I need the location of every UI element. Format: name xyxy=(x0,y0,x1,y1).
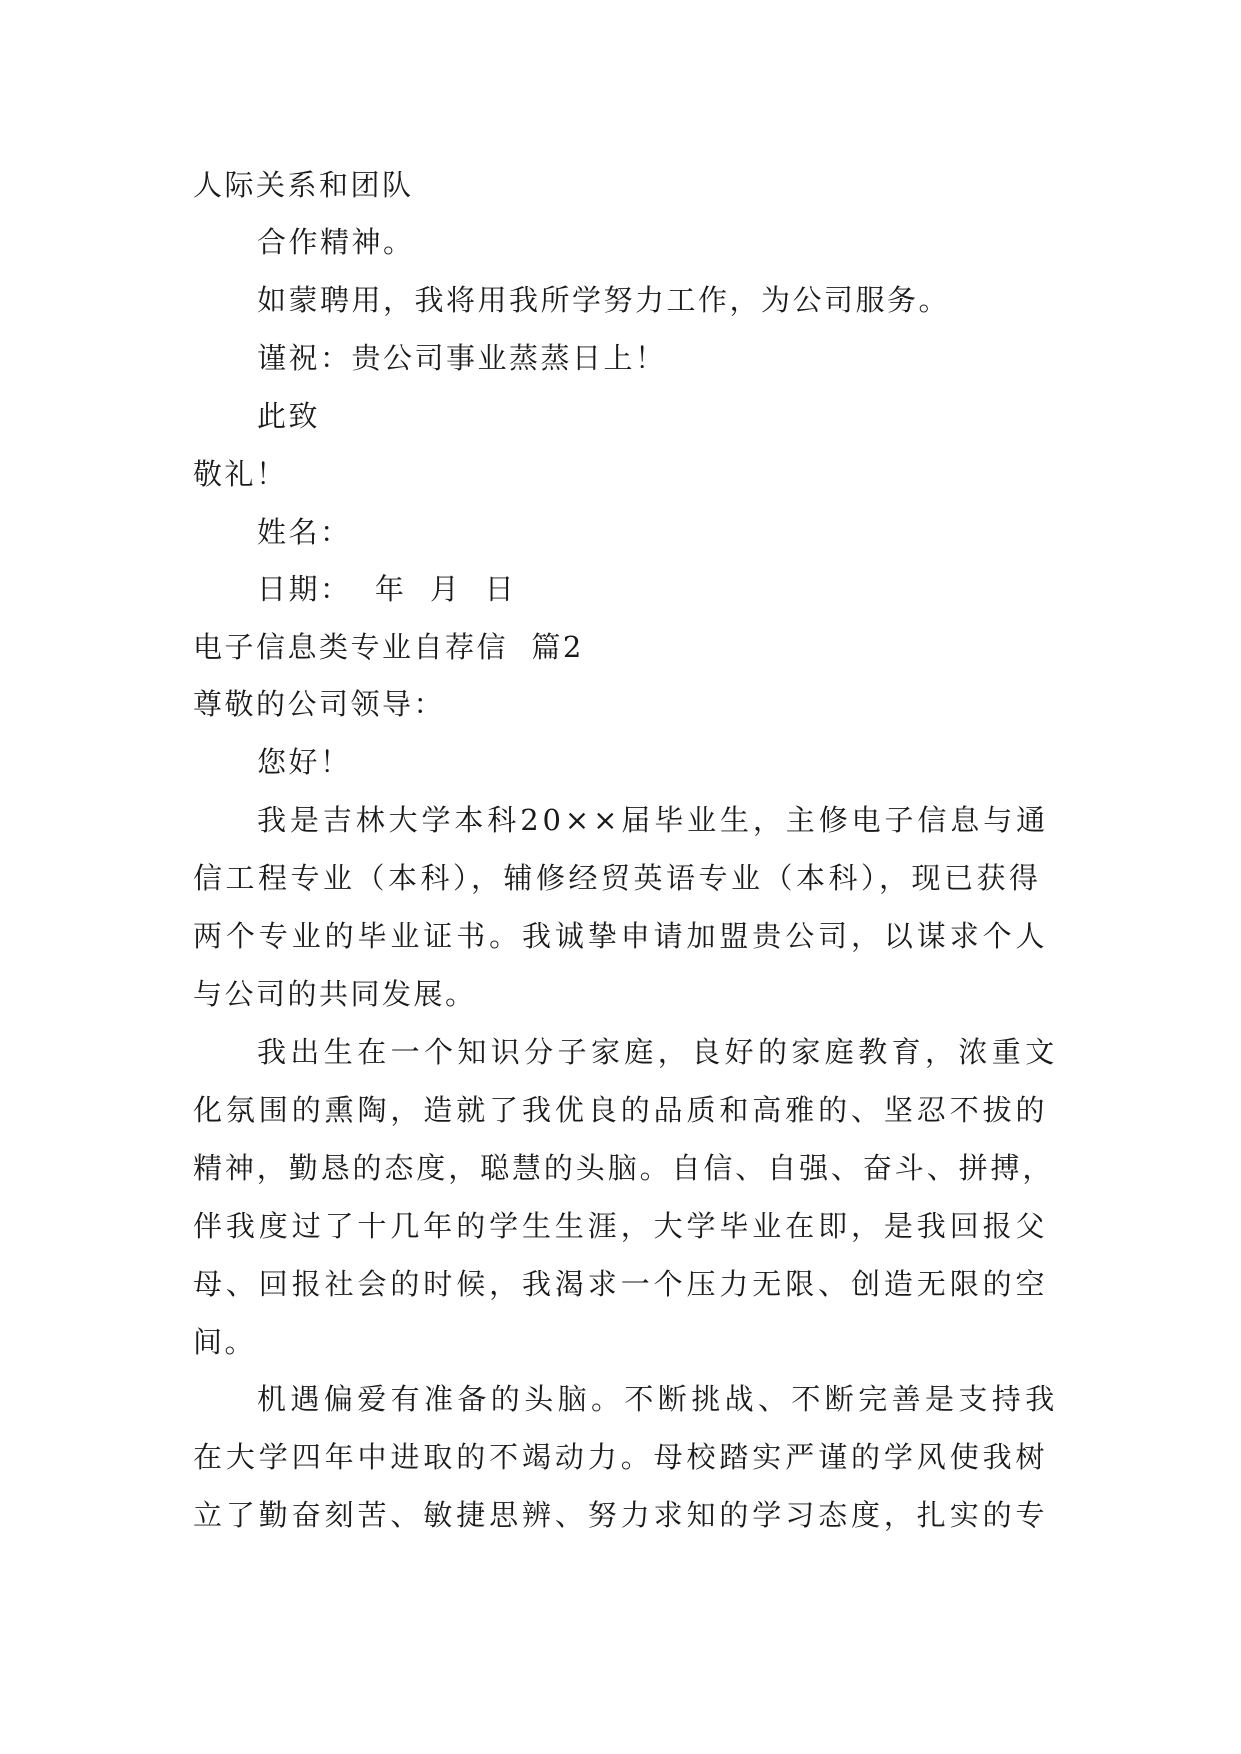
greeting: 您好！ xyxy=(257,745,352,779)
para2-line-1: 我出生在一个知识分子家庭，良好的家庭教育，浓重文 xyxy=(257,1035,1059,1069)
para1-line-4: 与公司的共同发展。 xyxy=(193,977,477,1011)
para2-line-6: 间。 xyxy=(193,1325,257,1359)
para3-line-2: 在大学四年中进取的不竭动力。母校踏实严谨的学风使我树 xyxy=(193,1440,1049,1474)
para2-line-2: 化氛围的熏陶，造就了我优良的品质和高雅的、坚忍不拔的 xyxy=(193,1093,1049,1127)
salutation: 尊敬的公司领导： xyxy=(193,687,446,721)
closing-line-6: 敬礼！ xyxy=(193,457,288,491)
closing-line-5: 此致 xyxy=(257,399,321,433)
para2-line-3: 精神，勤恳的态度，聪慧的头脑。自信、自强、奋斗、拼搏， xyxy=(193,1151,1055,1185)
closing-line-2: 合作精神。 xyxy=(257,225,415,259)
closing-line-3: 如蒙聘用，我将用我所学努力工作，为公司服务。 xyxy=(257,283,951,317)
para2-line-4: 伴我度过了十几年的学生生涯，大学毕业在即，是我回报父 xyxy=(193,1209,1049,1243)
para2-line-5: 母、回报社会的时候，我渴求一个压力无限、创造无限的空 xyxy=(193,1267,1049,1301)
letter-heading: 电子信息类专业自荐信 篇2 xyxy=(193,630,584,664)
para3-line-3: 立了勤奋刻苦、敏捷思辨、努力求知的学习态度，扎实的专 xyxy=(193,1498,1049,1532)
signature-name: 姓名： xyxy=(257,515,352,549)
para3-line-1: 机遇偏爱有准备的头脑。不断挑战、不断完善是支持我 xyxy=(257,1382,1059,1416)
para1-line-3: 两个专业的毕业证书。我诚挚申请加盟贵公司，以谋求个人 xyxy=(193,919,1049,953)
signature-date: 日期： 年 月 日 xyxy=(257,572,517,606)
closing-line-1: 人际关系和团队 xyxy=(193,168,414,202)
para1-line-1: 我是吉林大学本科20××届毕业生，主修电子信息与通 xyxy=(257,803,1049,837)
closing-line-4: 谨祝：贵公司事业蒸蒸日上！ xyxy=(257,341,667,375)
para1-line-2: 信工程专业（本科），辅修经贸英语专业（本科），现已获得 xyxy=(193,861,1042,895)
